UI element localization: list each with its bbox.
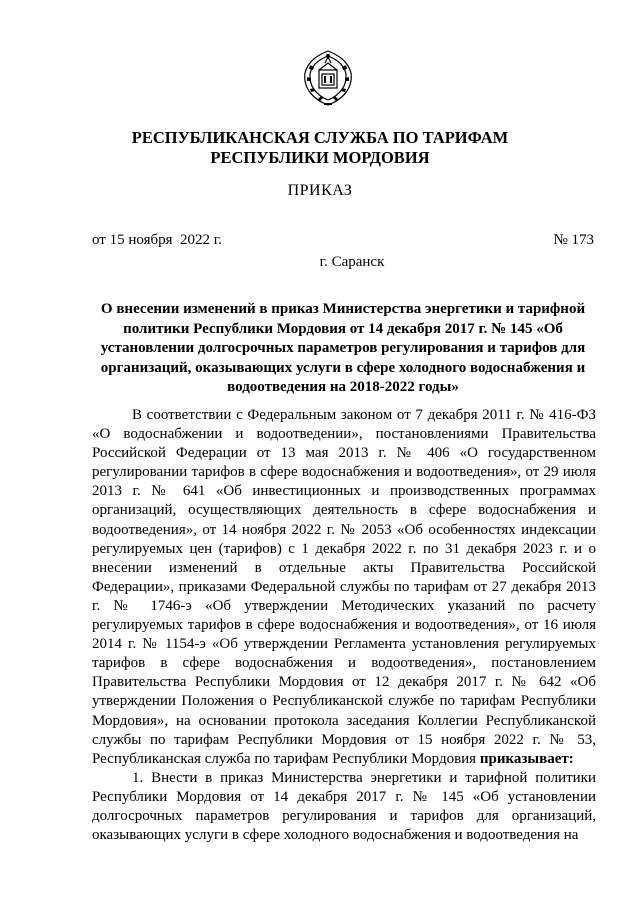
orders-word: приказывает:: [479, 750, 574, 767]
document-city: г. Саранск: [319, 254, 385, 270]
authority-name: [0, 128, 640, 168]
coat-of-arms-icon: [298, 47, 358, 109]
document-type: ПРИКАЗ: [287, 182, 353, 199]
item-1-paragraph: 1. Внести в приказ Министерства энергетики и тарифной политики Республики Мордовия от 14 декабря 2017 г. № 145 «Об установлении долгосрочных параметров регулирования и тарифов для организаций, оказывающих услуги в сфере холодного водоснабжения и водоотведения на: [92, 769, 596, 844]
authority-line-1: РЕСПУБЛИКАНСКАЯ СЛУЖБА ПО ТАРИФАМ: [131, 128, 509, 147]
document-title: О внесении изменений в приказ Министерства энергетики и тарифной политики Республики Мордовия от 14 декабря 2017 г. № 145 «Об установлении долгосрочных параметров регулирования и тарифов для организаций, оказывающих услуги в сфере холодного водоснабжения и водоотведения на 2018-2022 годы»: [100, 301, 586, 395]
date-number-line: [92, 232, 594, 249]
document-body: [92, 406, 596, 845]
document-number: № 173: [553, 232, 594, 248]
document-date: от 15 ноября 2022 г.: [92, 232, 222, 248]
preamble-text: В соответствии с Федеральным законом от 7 декабря 2011 г. № 416-ФЗ «О водоснабжении и водоотведении», постановлениями Правительства Российской Федерации от 13 мая 2013 г. № 406 «О государственном регулировании тарифов в сфере водоснабжения и водоотведения», от 29 июля 2013 г. № 641 «Об инвестиционных и производственных программах организаций, осуществляющих деятельность в сфере водоснабжения и водоотведения», от 14 ноября 2022 г. № 2053 «Об особенностях индексации регулируемых цен (тарифов) с 1 декабря 2022 г. по 31 декабря 2023 г. и о внесении изменений в отдельные акты Правительства Российской Федерации», приказами Федеральной службы по тарифам от 27 декабря 2013 г. № 1746-э «Об утверждении Методических указаний по расчету регулируемых тарифов в сфере водоснабжения и водоотведения», от 16 июля 2014 г. № 1154-э «Об утверждении Регламента установления регулируемых тарифов в сфере водоснабжения и водоотведения», постановлением Правительства Республики Мордовия от 12 декабря 2017 г. № 642 «Об утверждении Положения о Республиканской службе по тарифам Республики Мордовия», на основании протокола заседания Коллегии Республиканской службы по тарифам Республики Мордовия от 15 ноября 2022 г. № 53, Республиканская служба по тарифам Республики Мордовия: [92, 407, 596, 767]
preamble-paragraph: [92, 406, 596, 769]
authority-line-2: РЕСПУБЛИКИ МОРДОВИЯ: [210, 148, 430, 167]
